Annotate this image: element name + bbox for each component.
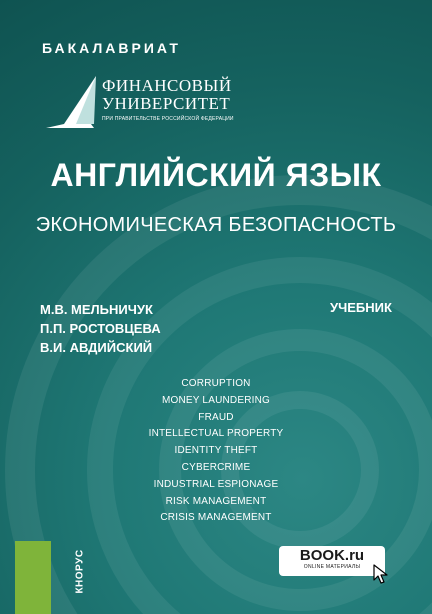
bookru-name: BOOK.ru xyxy=(299,547,365,564)
mouse-cursor-icon xyxy=(373,564,389,584)
bookru-badge[interactable] xyxy=(279,546,385,576)
keyword: CORRUPTION xyxy=(181,378,251,389)
keyword: RISK MANAGEMENT xyxy=(165,495,267,507)
logo-subline: ПРИ ПРАВИТЕЛЬСТВЕ РОССИЙСКОЙ ФЕДЕРАЦИИ xyxy=(102,116,234,122)
keyword: INTELLECTUAL PROPERTY xyxy=(148,428,284,440)
logo-line-1: ФИНАНСОВЫЙ xyxy=(102,76,232,95)
author-name: М.В. МЕЛЬНИЧУК xyxy=(40,302,153,317)
book-subtitle: ЭКОНОМИЧЕСКАЯ БЕЗОПАСНОСТЬ xyxy=(35,214,397,236)
series-label: БАКАЛАВРИАТ xyxy=(42,40,181,56)
keyword: CRISIS MANAGEMENT xyxy=(160,512,272,524)
university-logo xyxy=(44,72,244,134)
publisher-name: КНОРУС xyxy=(74,549,86,594)
logo-line-2: УНИВЕРСИТЕТ xyxy=(102,94,231,113)
bookru-tagline: ONLINE МАТЕРИАЛЫ xyxy=(303,564,361,570)
book-type: УЧЕБНИК xyxy=(330,300,392,315)
university-emblem-icon xyxy=(44,72,100,132)
publisher-color-bar xyxy=(15,541,51,614)
author-name: П.П. РОСТОВЦЕВА xyxy=(40,321,161,336)
keyword: INDUSTRIAL ESPIONAGE xyxy=(153,478,279,490)
keyword: IDENTITY THEFT xyxy=(174,445,258,457)
authors-list xyxy=(40,300,161,357)
keyword: MONEY LAUNDERING xyxy=(161,394,271,406)
keyword: FRAUD xyxy=(198,411,234,423)
keywords-list xyxy=(0,376,432,527)
keyword: CYBERCRIME xyxy=(181,461,251,473)
book-title: АНГЛИЙСКИЙ ЯЗЫК xyxy=(50,157,382,193)
author-name: В.И. АВДИЙСКИЙ xyxy=(40,340,153,355)
